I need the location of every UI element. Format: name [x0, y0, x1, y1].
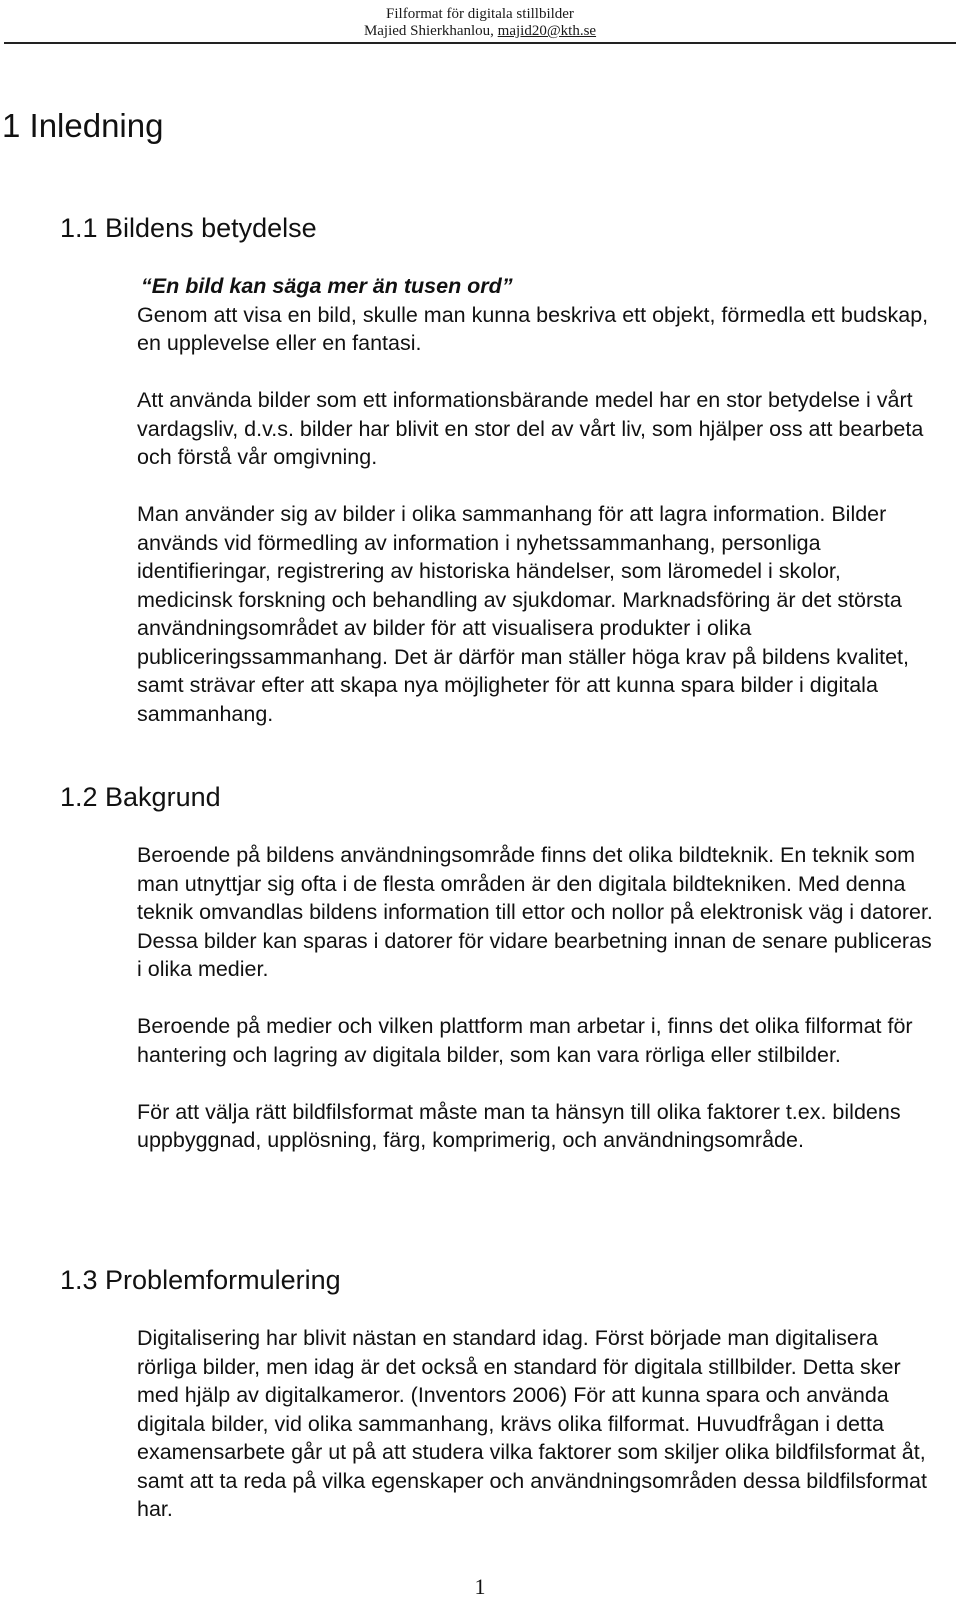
paragraph: Digitalisering har blivit nästan en standard idag. Först började man digitalisera rörliga bilder, men idag är det också en standard för digitala stillbilder. Detta sker med hjälp av digitalkameror. (Inventors 2006) För att kunna spara och använda digitala bilder, vid olika sammanhang, krävs olika filformat. Huvudfrågan i detta examensarbete går ut på att studera vilka faktorer som skiljer olika bildfilsformat åt, samt att ta reda på vilka egenskaper och användningsområden dessa bildfilsformat har.	[137, 1326, 927, 1521]
page-header	[0, 6, 960, 40]
author-line	[0, 23, 960, 40]
section-heading-1-2: 1.2 Bakgrund	[60, 782, 221, 812]
section-body-1-1	[137, 272, 937, 728]
chapter-heading: 1 Inledning	[2, 107, 164, 144]
paragraph: Genom att visa en bild, skulle man kunna beskriva ett objekt, förmedla ett budskap, en upplevelse eller en fantasi.	[137, 302, 929, 355]
header-divider	[4, 42, 956, 44]
paragraph: För att välja rätt bildfilsformat måste man ta hänsyn till olika faktorer t.ex. bildens uppbyggnad, upplösning, färg, komprimerig, och användningsområde.	[137, 1099, 901, 1152]
paragraph: Man använder sig av bilder i olika sammanhang för att lagra information. Bilder används vid förmedling av information i nyhetssammanhang, personliga identifieringar, registrering av historiska händelser, som läromedel i skolor, medicinsk forskning och behandling av sjukdomar. Marknadsföring är det största användningsområdet av bilder för att visualisera produkter i olika publiceringssammanhang. Det är därför man ställer höga krav på bildens kvalitet, samt strävar efter att skapa nya möjligheter för att kunna spara bilder i digitala sammanhang.	[137, 502, 910, 726]
paragraph: Beroende på bildens användningsområde finns det olika bildteknik. En teknik som man utnyttjar sig ofta i de flesta områden är den digitala bildtekniken. Med denna teknik omvandlas bildens information till ettor och nollor på elektronisk väg i datorer. Dessa bilder kan sparas i datorer för vidare bearbetning innan de senare publiceras i olika medier.	[137, 843, 933, 981]
section-body-1-3	[137, 1324, 937, 1524]
section-body-1-2	[137, 841, 937, 1155]
page-number: 1	[474, 1574, 486, 1599]
paragraph: Beroende på medier och vilken plattform man arbetar i, finns det olika filformat för hantering och lagring av digitala bilder, som kan vara rörliga eller stilbilder.	[137, 1014, 913, 1067]
quote: “En bild kan säga mer än tusen ord”	[141, 274, 513, 298]
author-email-link[interactable]: majid20@kth.se	[497, 23, 597, 39]
author-name: Majied Shierkhanlou,	[363, 23, 494, 39]
section-heading-1-3: 1.3 Problemformulering	[60, 1265, 341, 1295]
paragraph: Att använda bilder som ett informationsbärande medel har en stor betydelse i vårt vardagsliv, d.v.s. bilder har blivit en stor del av vårt liv, som hjälper oss att bearbeta och förstå vår omgivning.	[137, 388, 924, 469]
document-title: Filformat för digitala stillbilder	[386, 6, 574, 22]
section-heading-1-1: 1.1 Bildens betydelse	[60, 213, 317, 243]
